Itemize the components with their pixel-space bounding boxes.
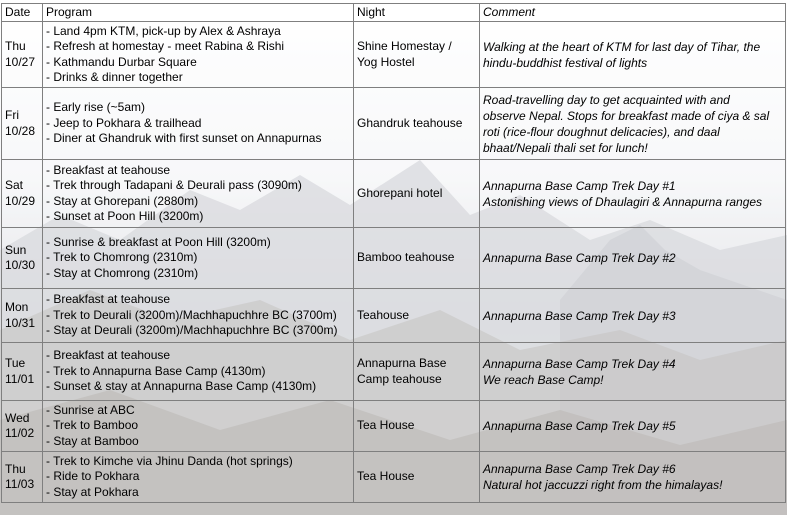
program-item: - Trek to Annapurna Base Camp (4130m) — [46, 363, 266, 378]
day-of-week: Thu — [5, 461, 26, 476]
program-item: - Jeep to Pokhara & trailhead — [46, 115, 202, 130]
program-item: - Trek to Bamboo — [46, 418, 139, 433]
program-cell — [43, 289, 354, 343]
program-cell — [43, 343, 354, 401]
comment-line: Astonishing views of Dhaulagiri & Annapurna ranges — [483, 194, 763, 209]
program-item: - Stay at Pokhara — [46, 484, 139, 499]
night-cell — [354, 452, 480, 503]
itinerary-table — [1, 3, 786, 503]
night-line: Ghorepani hotel — [357, 185, 443, 200]
date-value: 10/27 — [5, 54, 36, 69]
night-line: Tea House — [357, 469, 415, 484]
table-row — [2, 88, 786, 160]
program-cell — [43, 401, 354, 452]
comment-line: hindu-buddhist festival of lights — [483, 55, 648, 70]
comment-line: Road-travelling day to get acquainted with and — [483, 92, 730, 107]
program-item: - Kathmandu Durbar Square — [46, 54, 197, 69]
comment-cell — [480, 228, 786, 289]
table-row — [2, 401, 786, 452]
comment-line: Walking at the heart of KTM for last day of Tihar, the — [483, 39, 761, 54]
comment-line: We reach Base Camp! — [483, 372, 604, 387]
program-item: - Stay at Bamboo — [46, 433, 139, 448]
night-line: Camp teahouse — [357, 371, 442, 386]
comment-line: observe Nepal. Stops for breakfast made of ciya & sal — [483, 108, 770, 123]
date-value: 11/01 — [5, 371, 35, 386]
comment-line: Annapurna Base Camp Trek Day #4 — [483, 356, 676, 371]
date-value: 10/28 — [5, 123, 36, 138]
comment-cell — [480, 343, 786, 401]
program-item: - Sunset at Poon Hill (3200m) — [46, 209, 204, 223]
program-item: - Trek to Chomrong (2310m) — [46, 250, 198, 265]
program-item: - Breakfast at teahouse — [46, 348, 171, 363]
comment-line: roti (rice-flour doughnut delicacies), and daal — [483, 124, 720, 139]
night-cell — [354, 401, 480, 452]
day-of-week: Sun — [5, 242, 27, 257]
header-program: Program — [43, 4, 354, 22]
date-value: 10/31 — [5, 315, 36, 330]
night-cell — [354, 343, 480, 401]
program-item: - Ride to Pokhara — [46, 469, 140, 484]
table-row — [2, 22, 786, 88]
table-row — [2, 289, 786, 343]
night-cell — [354, 88, 480, 160]
program-item: - Stay at Deurali (3200m)/Machhapuchhre BC (3700m) — [46, 323, 338, 338]
program-item: - Drinks & dinner together — [46, 70, 183, 84]
header-night: Night — [354, 4, 480, 22]
day-of-week: Fri — [5, 108, 19, 122]
night-cell — [354, 228, 480, 289]
program-item: - Sunrise at ABC — [46, 402, 135, 417]
header-comment: Comment — [480, 4, 786, 22]
day-of-week: Wed — [5, 410, 30, 425]
program-cell — [43, 160, 354, 228]
comment-cell — [480, 289, 786, 343]
program-item: - Diner at Ghandruk with first sunset on Annapurnas — [46, 131, 322, 146]
comment-line: bhaat/Nepali thali set for lunch! — [483, 140, 648, 155]
date-cell — [2, 401, 43, 452]
program-item: - Stay at Chomrong (2310m) — [46, 265, 199, 280]
day-of-week: Mon — [5, 300, 29, 314]
program-cell — [43, 22, 354, 88]
date-value: 10/29 — [5, 193, 36, 208]
program-item: - Sunset & stay at Annapurna Base Camp (4130m) — [46, 379, 317, 394]
header-date: Date — [2, 4, 43, 22]
comment-line: Natural hot jaccuzzi right from the himalayas! — [483, 478, 723, 492]
program-cell — [43, 452, 354, 503]
comment-line: Annapurna Base Camp Trek Day #5 — [483, 419, 676, 433]
program-item: - Stay at Ghorepani (2880m) — [46, 193, 199, 208]
night-cell — [354, 22, 480, 88]
program-item: - Land 4pm KTM, pick-up by Alex & Ashraya — [46, 23, 281, 38]
table-row — [2, 343, 786, 401]
date-cell — [2, 452, 43, 503]
table-row — [2, 160, 786, 228]
comment-cell — [480, 160, 786, 228]
date-cell — [2, 22, 43, 88]
night-cell — [354, 160, 480, 228]
comment-line: Annapurna Base Camp Trek Day #3 — [483, 308, 676, 323]
comment-cell — [480, 401, 786, 452]
date-cell — [2, 343, 43, 401]
night-line: Tea House — [357, 418, 415, 433]
program-item: - Breakfast at teahouse — [46, 162, 171, 177]
program-cell — [43, 228, 354, 289]
program-item: - Trek to Kimche via Jhinu Danda (hot springs) — [46, 453, 293, 468]
comment-cell — [480, 22, 786, 88]
date-cell — [2, 160, 43, 228]
day-of-week: Thu — [5, 39, 26, 53]
program-item: - Trek to Deurali (3200m)/Machhapuchhre BC (3700m) — [46, 307, 337, 322]
comment-cell — [480, 452, 786, 503]
program-item: - Sunrise & breakfast at Poon Hill (3200m) — [46, 234, 271, 249]
table-row — [2, 228, 786, 289]
night-line: Ghandruk teahouse — [357, 115, 463, 130]
night-line: Annapurna Base — [357, 356, 447, 370]
day-of-week: Tue — [5, 356, 26, 370]
date-cell — [2, 289, 43, 343]
day-of-week: Sat — [5, 178, 24, 192]
program-item: - Refresh at homestay - meet Rabina & Rishi — [46, 39, 285, 53]
comment-line: Annapurna Base Camp Trek Day #1 — [483, 178, 676, 193]
table-row — [2, 452, 786, 503]
comment-line: Annapurna Base Camp Trek Day #6 — [483, 462, 676, 476]
program-item: - Breakfast at teahouse — [46, 292, 171, 307]
date-value: 11/02 — [5, 426, 35, 440]
date-cell — [2, 88, 43, 160]
program-item: - Trek through Tadapani & Deurali pass (3090m) — [46, 178, 302, 192]
comment-cell — [480, 88, 786, 160]
date-cell — [2, 228, 43, 289]
program-cell — [43, 88, 354, 160]
night-line: Yog Hostel — [357, 54, 415, 69]
date-value: 10/30 — [5, 258, 36, 272]
night-line: Teahouse — [357, 307, 410, 322]
program-item: - Early rise (~5am) — [46, 100, 146, 115]
header-row — [2, 4, 786, 22]
night-cell — [354, 289, 480, 343]
comment-line: Annapurna Base Camp Trek Day #2 — [483, 251, 676, 265]
night-line: Shine Homestay / — [357, 39, 452, 53]
night-line: Bamboo teahouse — [357, 250, 455, 265]
date-value: 11/03 — [5, 477, 35, 491]
